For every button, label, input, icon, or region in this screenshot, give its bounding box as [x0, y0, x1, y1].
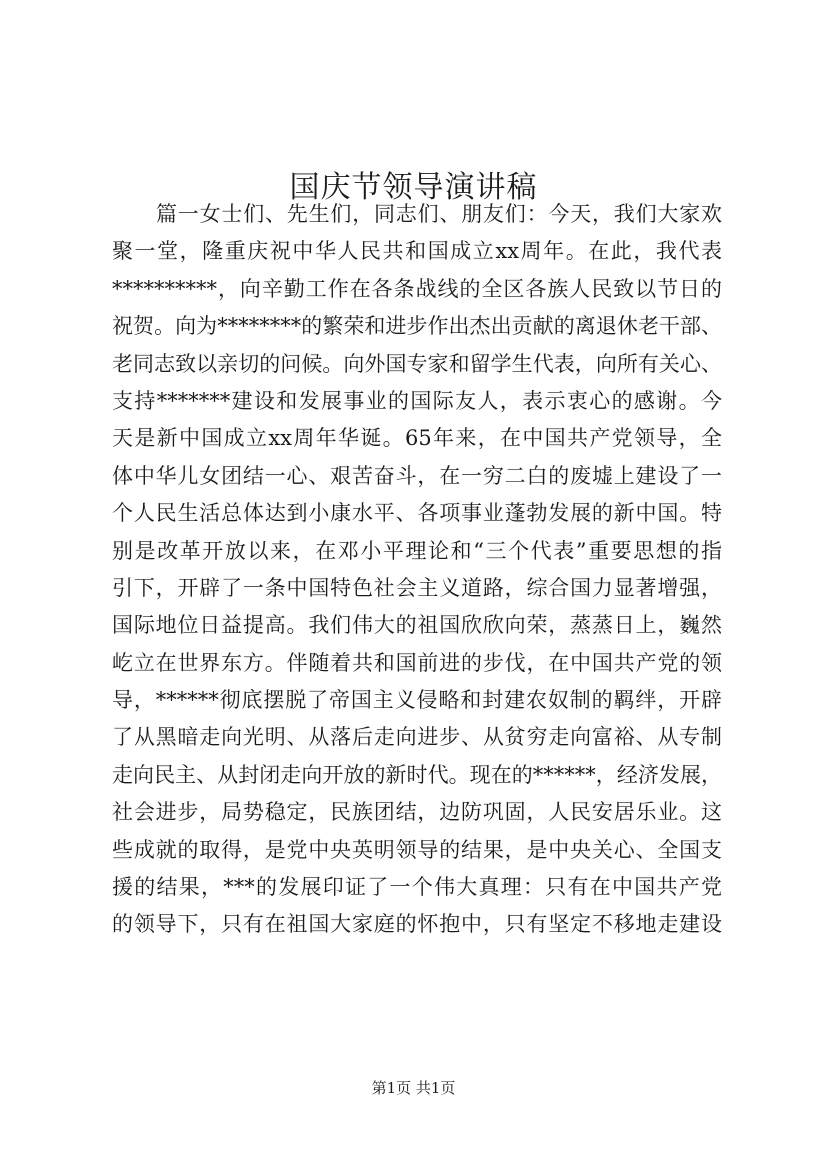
- body-line: 导，******彻底摆脱了帝国主义侵略和封建农奴制的羁绊，开辟: [112, 688, 722, 713]
- body-line: 了从黑暗走向光明、从落后走向进步、从贫穷走向富裕、从专制: [112, 725, 722, 750]
- body-line: 的领导下，只有在祖国大家庭的怀抱中，只有坚定不移地走建设: [112, 912, 722, 937]
- body-line: 老同志致以亲切的问候。向外国专家和留学生代表，向所有关心、: [112, 351, 722, 376]
- body-line: 屹立在世界东方。伴随着共和国前进的步伐，在中国共产党的领: [112, 650, 722, 675]
- body-line: 引下，开辟了一条中国特色社会主义道路，综合国力显著增强，: [112, 575, 722, 600]
- body-line: 支持*******建设和发展事业的国际友人，表示衷心的感谢。今: [112, 388, 722, 413]
- body-line: 篇一女士们、先生们，同志们、朋友们：今天，我们大家欢: [156, 202, 722, 226]
- body-line: 天是新中国成立xx周年华诞。65年来，在中国共产党领导，全: [112, 426, 722, 451]
- page-title: 国庆节领导演讲稿: [289, 170, 538, 206]
- page-number-footer: 第1页 共1页: [371, 1079, 456, 1097]
- body-line: 社会进步，局势稳定，民族团结，边防巩固，人民安居乐业。这: [112, 800, 722, 825]
- body-line: **********，向辛勤工作在各条战线的全区各族人民致以节日的: [112, 276, 722, 301]
- body-line: 聚一堂，隆重庆祝中华人民共和国成立xx周年。在此，我代表: [112, 239, 722, 264]
- body-line: 国际地位日益提高。我们伟大的祖国欣欣向荣，蒸蒸日上，巍然: [112, 613, 722, 638]
- speech-body: [112, 196, 722, 944]
- body-line: 体中华儿女团结一心、艰苦奋斗，在一穷二白的废墟上建设了一: [112, 463, 722, 488]
- body-line: 祝贺。向为********的繁荣和进步作出杰出贡献的离退休老干部、: [112, 314, 722, 339]
- body-line: 个人民生活总体达到小康水平、各项事业蓬勃发展的新中国。特: [112, 501, 722, 526]
- body-line: 别是改革开放以来，在邓小平理论和“三个代表”重要思想的指: [112, 538, 722, 563]
- body-line: 些成就的取得，是党中央英明领导的结果，是中央关心、全国支: [112, 837, 722, 862]
- body-line: 走向民主、从封闭走向开放的新时代。现在的******，经济发展，: [112, 762, 722, 787]
- body-line: 援的结果，***的发展印证了一个伟大真理：只有在中国共产党: [112, 875, 722, 900]
